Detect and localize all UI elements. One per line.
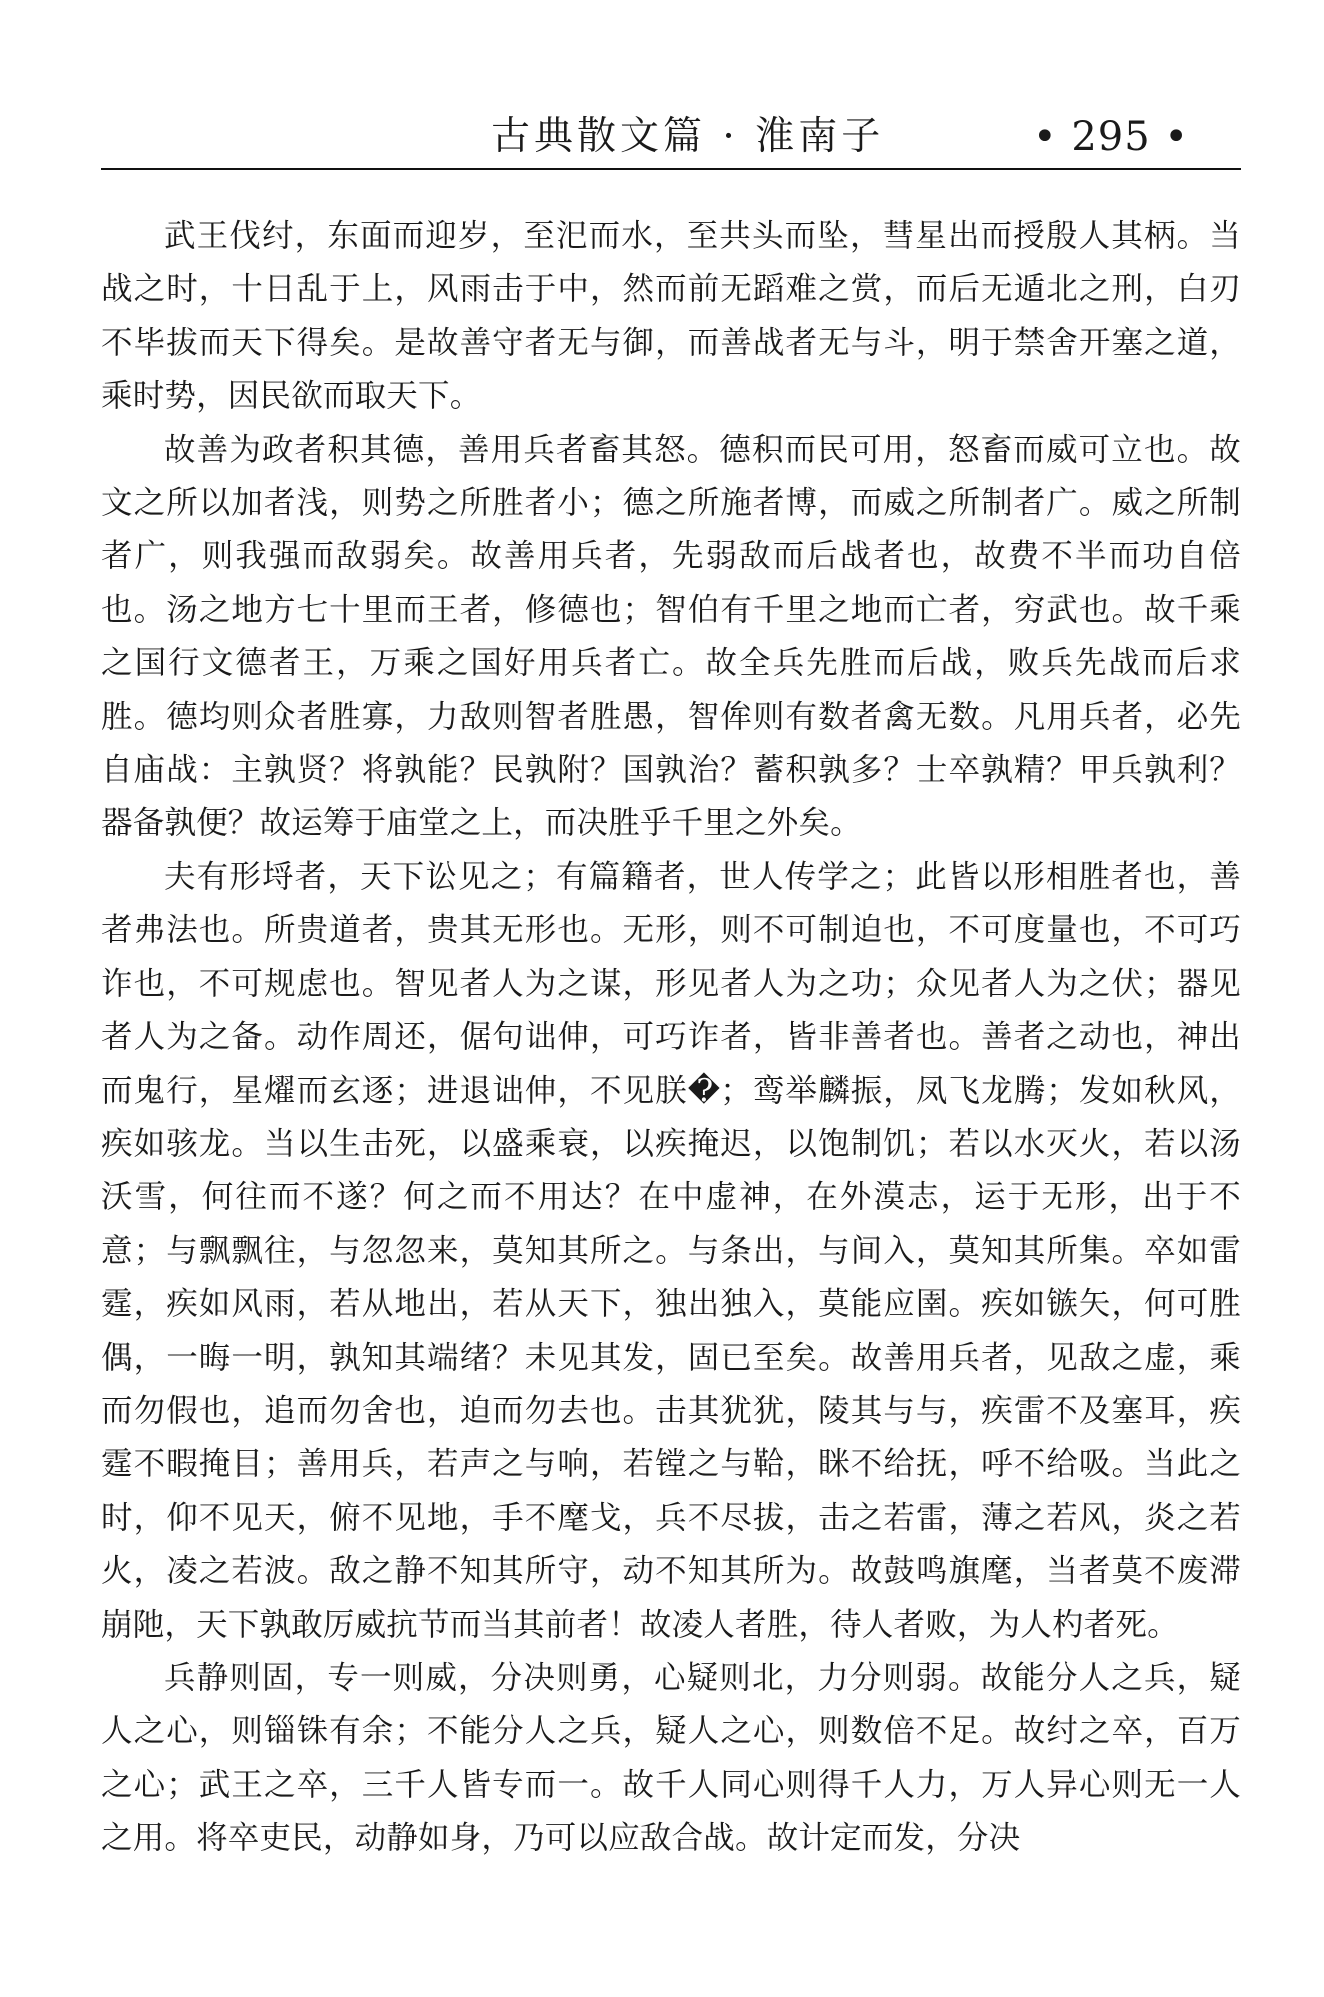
paragraph: 故善为政者积其德，善用兵者畜其怒。德积而民可用，怒畜而威可立也。故文之所以加者浅，则势之所胜者小；德之所施者博，而威之所制者广。威之所制者广，则我强而敌弱矣。故善用兵者，先弱敌而后战者也，故费不半而功自倍也。汤之地方七十里而王者，修德也；智伯有千里之地而亡者，穷武也。故千乘之国行文德者王，万乘之国好用兵者亡。故全兵先胜而后战，败兵先战而后求胜。德均则众者胜寡，力敌则智者胜愚，智侔则有数者禽无数。凡用兵者，必先自庙战：主孰贤？将孰能？民孰附？国孰治？蓄积孰多？士卒孰精？甲兵孰利？器备孰便？故运筹于庙堂之上，而决胜乎千里之外矣。 <box>101 431 1241 842</box>
header-rule <box>101 168 1241 170</box>
paragraph: 武王伐纣，东面而迎岁，至汜而水，至共头而坠，彗星出而授殷人其柄。当战之时，十日乱于上，风雨击于中，然而前无蹈难之赏，而后无遁北之刑，白刃不毕拔而天下得矣。是故善守者无与御，而善战者无与斗，明于禁舍开塞之道，乘时势，因民欲而取天下。 <box>101 218 1241 415</box>
page-number: • 295 • <box>1033 114 1189 160</box>
running-header <box>101 108 1241 166</box>
running-title: 古典散文篇 · 淮南子 <box>491 114 885 159</box>
body-text <box>101 210 1241 1866</box>
paragraph: 夫有形埒者，天下讼见之；有篇籍者，世人传学之；此皆以形相胜者也，善者弗法也。所贵道者，贵其无形也。无形，则不可制迫也，不可度量也，不可巧诈也，不可规虑也。智见者人为之谋，形见者人为之功；众见者人为之伏；器见者人为之备。动作周还，倨句诎伸，可巧诈者，皆非善者也。善者之动也，神出而鬼行，星燿而玄逐；进退诎伸，不见朕�；鸾举麟振，凤飞龙腾；发如秋风，疾如骇龙。当以生击死，以盛乘衰，以疾掩迟，以饱制饥；若以水灭火，若以汤沃雪，何往而不遂？何之而不用达？在中虚神，在外漠志，运于无形，出于不意；与飘飘往，与忽忽来，莫知其所之。与条出，与间入，莫知其所集。卒如雷霆，疾如风雨，若从地出，若从天下，独出独入，莫能应圉。疾如镞矢，何可胜偶，一晦一明，孰知其端绪？未见其发，固已至矣。故善用兵者，见敌之虚，乘而勿假也，追而勿舍也，迫而勿去也。击其犹犹，陵其与与，疾雷不及塞耳，疾霆不暇掩目；善用兵，若声之与响，若镗之与鞈，眯不给抚，呼不给吸。当此之时，仰不见天，俯不见地，手不麾戈，兵不尽拔，击之若雷，薄之若风，炎之若火，凌之若波。敌之静不知其所守，动不知其所为。故鼓鸣旗麾，当者莫不废滞崩阤，天下孰敢厉威抗节而当其前者！故凌人者胜，待人者败，为人杓者死。 <box>101 858 1241 1643</box>
paragraph: 兵静则固，专一则威，分决则勇，心疑则北，力分则弱。故能分人之兵，疑人之心，则锱铢有余；不能分人之兵，疑人之心，则数倍不足。故纣之卒，百万之心；武王之卒，三千人皆专而一。故千人同心则得千人力，万人异心则无一人之用。将卒吏民，动静如身，乃可以应敌合战。故计定而发，分决 <box>101 1659 1241 1857</box>
